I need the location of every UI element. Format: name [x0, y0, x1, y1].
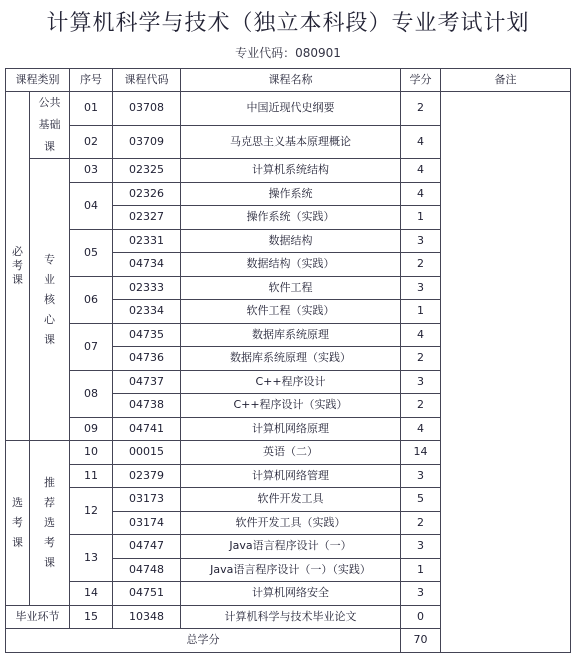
row-credit: 3 — [401, 464, 441, 488]
row-name: 软件工程 — [181, 276, 401, 300]
row-no: 03 — [70, 159, 113, 183]
row-credit: 1 — [401, 300, 441, 324]
header-credit: 学分 — [401, 69, 441, 92]
header-name: 课程名称 — [181, 69, 401, 92]
row-code: 00015 — [113, 441, 181, 465]
row-no: 11 — [70, 464, 113, 488]
row-credit: 0 — [401, 605, 441, 629]
row-credit: 5 — [401, 488, 441, 512]
row-code: 04738 — [113, 394, 181, 418]
table-row — [6, 92, 571, 126]
category-elective-label: 选考课 — [12, 495, 23, 549]
row-no: 13 — [70, 535, 113, 582]
row-name: 软件工程（实践） — [181, 300, 401, 324]
row-credit: 4 — [401, 159, 441, 183]
row-code: 03708 — [113, 92, 181, 126]
remark-cell — [441, 92, 571, 653]
row-name: 计算机网络原理 — [181, 417, 401, 441]
row-no: 12 — [70, 488, 113, 535]
row-no: 14 — [70, 582, 113, 606]
category-recommended — [30, 441, 70, 606]
row-credit: 4 — [401, 323, 441, 347]
row-code: 04741 — [113, 417, 181, 441]
row-code: 04748 — [113, 558, 181, 582]
row-code: 02325 — [113, 159, 181, 183]
row-name: Java语言程序设计（一）（实践） — [181, 558, 401, 582]
row-credit: 1 — [401, 558, 441, 582]
exam-plan-table — [5, 68, 571, 653]
row-name: 操作系统（实践） — [181, 206, 401, 230]
category-major-core-label: 专业核心课 — [44, 252, 55, 346]
row-name: Java语言程序设计（一） — [181, 535, 401, 559]
row-name: C++程序设计（实践） — [181, 394, 401, 418]
category-required — [6, 92, 30, 441]
row-name: 软件开发工具（实践） — [181, 511, 401, 535]
row-code: 02326 — [113, 182, 181, 206]
row-name: 数据结构 — [181, 229, 401, 253]
category-required-label: 必考课 — [12, 245, 23, 286]
row-name: 马克思主义基本原理概论 — [181, 125, 401, 159]
header-remark: 备注 — [441, 69, 571, 92]
row-name: 计算机系统结构 — [181, 159, 401, 183]
header-no: 序号 — [70, 69, 113, 92]
row-no: 15 — [70, 605, 113, 629]
row-code: 02327 — [113, 206, 181, 230]
row-credit: 3 — [401, 370, 441, 394]
row-credit: 1 — [401, 206, 441, 230]
row-credit: 14 — [401, 441, 441, 465]
row-credit: 3 — [401, 229, 441, 253]
row-no: 07 — [70, 323, 113, 370]
row-no: 04 — [70, 182, 113, 229]
row-credit: 3 — [401, 535, 441, 559]
row-credit: 3 — [401, 276, 441, 300]
category-major-core — [30, 159, 70, 441]
row-no: 09 — [70, 417, 113, 441]
row-name: 软件开发工具 — [181, 488, 401, 512]
row-name: 数据结构（实践） — [181, 253, 401, 277]
row-name: 计算机科学与技术毕业论文 — [181, 605, 401, 629]
row-credit: 2 — [401, 347, 441, 371]
row-code: 04736 — [113, 347, 181, 371]
header-code: 课程代码 — [113, 69, 181, 92]
row-name: 计算机网络管理 — [181, 464, 401, 488]
row-code: 04737 — [113, 370, 181, 394]
row-credit: 3 — [401, 582, 441, 606]
row-code: 03174 — [113, 511, 181, 535]
row-name: 操作系统 — [181, 182, 401, 206]
row-no: 08 — [70, 370, 113, 417]
row-code: 03709 — [113, 125, 181, 159]
category-recommended-label: 推荐选考课 — [44, 475, 55, 569]
row-credit: 2 — [401, 92, 441, 126]
row-no: 01 — [70, 92, 113, 126]
row-name: 数据库系统原理（实践） — [181, 347, 401, 371]
row-credit: 2 — [401, 511, 441, 535]
total-credit: 70 — [401, 629, 441, 653]
category-public-basic-label: 公共基础课 — [38, 96, 61, 153]
row-credit: 4 — [401, 125, 441, 159]
row-credit: 2 — [401, 253, 441, 277]
row-code: 02333 — [113, 276, 181, 300]
row-code: 10348 — [113, 605, 181, 629]
row-no: 05 — [70, 229, 113, 276]
row-code: 04735 — [113, 323, 181, 347]
row-code: 04751 — [113, 582, 181, 606]
row-name: 数据库系统原理 — [181, 323, 401, 347]
row-credit: 2 — [401, 394, 441, 418]
row-name: 中国近现代史纲要 — [181, 92, 401, 126]
row-no: 06 — [70, 276, 113, 323]
row-code: 04734 — [113, 253, 181, 277]
page-title: 计算机科学与技术（独立本科段）专业考试计划 — [46, 11, 530, 36]
row-name: 计算机网络安全 — [181, 582, 401, 606]
category-graduation: 毕业环节 — [6, 605, 70, 629]
header-category: 课程类别 — [6, 69, 70, 92]
row-code: 02379 — [113, 464, 181, 488]
row-code: 02331 — [113, 229, 181, 253]
row-no: 02 — [70, 125, 113, 159]
category-elective — [6, 441, 30, 606]
row-code: 02334 — [113, 300, 181, 324]
category-public-basic — [30, 92, 70, 159]
row-code: 04747 — [113, 535, 181, 559]
row-name: C++程序设计 — [181, 370, 401, 394]
row-name: 英语（二） — [181, 441, 401, 465]
row-credit: 4 — [401, 417, 441, 441]
major-code: 专业代码：080901 — [235, 46, 341, 60]
row-no: 10 — [70, 441, 113, 465]
table-header-row — [6, 69, 571, 92]
row-code: 03173 — [113, 488, 181, 512]
total-label: 总学分 — [6, 629, 401, 653]
row-credit: 4 — [401, 182, 441, 206]
